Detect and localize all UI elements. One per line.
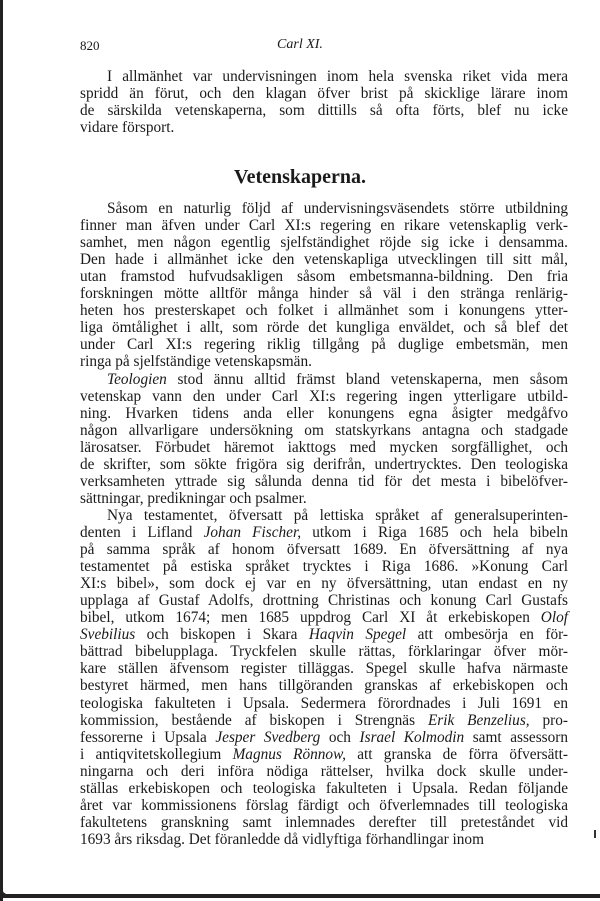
text-segment: vidare försport. bbox=[80, 119, 175, 137]
text-line bbox=[80, 831, 568, 848]
text-segment: pro- bbox=[529, 711, 568, 729]
text-segment: sättningar, predikningar och psalmer. bbox=[80, 489, 307, 507]
text-line bbox=[80, 251, 568, 268]
text-line bbox=[80, 712, 568, 729]
text-line bbox=[80, 200, 568, 217]
text-segment: ringa på sjelfständige vetenskapsmän. bbox=[80, 353, 312, 371]
text-segment: liga ömtålighet i allt, som rörde det kungliga enväldet, och så blef det bbox=[80, 319, 568, 337]
text-line bbox=[80, 660, 568, 677]
text-segment: ning. Hvarken tidens anda eller konungens egna åsigter medgåfvo bbox=[80, 404, 568, 422]
text-segment: stod ännu alltid främst bland vetenskaperna, men såsom bbox=[166, 370, 568, 388]
italic-name: Magnus Rönnow, bbox=[232, 745, 346, 763]
text-segment: under Carl XI:s regering riklig tillgång på duglige embetsmän, men bbox=[80, 336, 568, 354]
text-segment: finner man äfven under Carl XI:s regering en rikare vetenskaplig verk- bbox=[80, 217, 568, 235]
text-segment: att granska de förra öfversätt- bbox=[345, 745, 568, 763]
text-line bbox=[80, 575, 568, 592]
text-segment: året var kommissionens förslag färdigt och öfverlemnades till teologiska bbox=[80, 796, 568, 814]
text-line bbox=[80, 558, 568, 575]
italic-name: Israel Kolmodin bbox=[359, 728, 465, 746]
italic-name: Jesper Svedberg bbox=[215, 728, 321, 746]
text-segment: lärosatser. Förbudet häremot iakttogs med mycken sorgfällighet, och bbox=[80, 438, 568, 456]
text-line bbox=[80, 695, 568, 712]
running-title: Carl XI. bbox=[277, 37, 323, 52]
text-line bbox=[80, 302, 568, 319]
paragraph-intro bbox=[80, 68, 568, 136]
text-segment: Såsom en naturlig följd af undervisningsväsendets större utbildning bbox=[107, 200, 568, 217]
text-segment: utkom i Riga 1685 och hela bibeln bbox=[301, 524, 568, 542]
scan-edge-left bbox=[0, 0, 3, 901]
text-segment: ningarna och deri införa nödiga rättelser, hvilka dock skulle under- bbox=[80, 762, 568, 780]
text-segment: att ombesörja en för- bbox=[406, 626, 568, 644]
text-line bbox=[80, 541, 568, 558]
text-segment: samt assessorn bbox=[464, 728, 568, 746]
text-segment: på samma språk af honom öfversatt 1689. En öfversättning af nya bbox=[80, 541, 568, 559]
text-segment: spridd än förut, och den klagan öfver brist på skicklige lärare inom bbox=[80, 85, 568, 103]
text-line bbox=[80, 68, 568, 85]
text-line bbox=[80, 119, 568, 136]
text-line bbox=[80, 746, 568, 763]
text-segment: teologiska fakulteten i Upsala. Sedermera förordnades i Juli 1691 en bbox=[80, 694, 568, 712]
text-line bbox=[80, 490, 568, 507]
text-segment: Den hade i allmänhet icke den vetenskapliga utvecklingen till sitt mål, bbox=[80, 251, 568, 269]
text-line bbox=[80, 524, 568, 541]
text-segment: vetenskap vann den under Carl XI:s regering ingen ytterligare utbild- bbox=[80, 387, 568, 405]
text-line bbox=[80, 507, 568, 524]
text-line bbox=[80, 102, 568, 119]
text-line bbox=[80, 814, 568, 831]
text-segment: fessorerne i Upsala bbox=[80, 728, 216, 746]
text-line bbox=[80, 439, 568, 456]
text-line bbox=[80, 336, 568, 353]
text-segment: kare ställen äfvensom register tilläggas. Spegel skulle hafva närmaste bbox=[80, 660, 568, 678]
text-segment: de särskilda vetenskaperna, som dittills så ofta förts, blef nu icke bbox=[80, 102, 568, 120]
italic-name: Svebilius bbox=[80, 626, 136, 644]
text-segment: i antiqvitetskollegium bbox=[80, 745, 233, 763]
text-segment: heten hos presterskapet och folket i allmänhet som i konungens ytter- bbox=[80, 302, 568, 320]
text-segment: XI:s bibel», som dock ej var en ny öfversättning, utan endast en ny bbox=[80, 575, 568, 593]
text-line bbox=[80, 234, 568, 251]
paragraph-nya-testamentet bbox=[80, 507, 568, 848]
text-segment: och biskopen i Skara bbox=[135, 626, 309, 644]
italic-name: Olof bbox=[540, 609, 568, 627]
text-line bbox=[80, 797, 568, 814]
text-segment: kommission, bestående af biskopen i Strengnäs bbox=[80, 711, 428, 729]
text-line bbox=[80, 422, 568, 439]
scan-speck bbox=[594, 830, 596, 838]
text-line bbox=[80, 285, 568, 302]
text-segment: bättrad bibelupplaga. Tryckfelen skulle rättas, förklaringar öfver mör- bbox=[80, 643, 568, 661]
text-segment: Nya testamentet, öfversatt på lettiska språket af generalsuperinten- bbox=[107, 507, 568, 524]
text-line bbox=[80, 473, 568, 490]
text-segment: någon allvarligare undersökning om statskyrkans antagna och stadgade bbox=[80, 421, 568, 439]
text-segment: samhet, men någon egentlig sjelfständighet röjde sig icke i densamma. bbox=[80, 234, 568, 252]
text-segment: fakultetens granskning samt inlemnades derefter till preteståndet vid bbox=[80, 813, 568, 831]
text-line bbox=[80, 456, 568, 473]
text-line bbox=[80, 217, 568, 234]
page-number: 820 bbox=[80, 38, 100, 53]
italic-name: Haqvin Spegel bbox=[308, 626, 407, 644]
text-line bbox=[80, 85, 568, 102]
text-line bbox=[80, 371, 568, 388]
text-line bbox=[80, 405, 568, 422]
italic-name: Teologien bbox=[107, 370, 167, 388]
text-segment: testamentet på estiska språket trycktes i Riga 1686. »Konung Carl bbox=[80, 558, 568, 576]
paragraph-naturlig-foljd bbox=[80, 200, 568, 370]
text-segment: 1693 års riksdag. Det föranledde då vidlyftiga förhandlingar inom bbox=[80, 830, 484, 848]
scan-edge-bottom bbox=[0, 894, 600, 898]
text-line bbox=[80, 268, 568, 285]
text-segment: bestyret härmed, men hans tillgöranden granskas af erkebiskopen och bbox=[80, 677, 568, 695]
paragraph-teologien bbox=[80, 371, 568, 507]
text-line bbox=[80, 626, 568, 643]
text-segment: bibel, utkom 1674; men 1685 uppdrog Carl XI åt erkebiskopen bbox=[80, 609, 541, 627]
text-line bbox=[80, 729, 568, 746]
text-line bbox=[80, 677, 568, 694]
text-segment: ställas erkebiskopen och teologiska fakulteten i Upsala. Redan följande bbox=[80, 779, 568, 797]
text-segment: och bbox=[320, 728, 360, 746]
text-segment: I allmänhet var undervisningen inom hela svenska riket vida mera bbox=[107, 68, 568, 85]
text-line bbox=[80, 609, 568, 626]
text-line bbox=[80, 780, 568, 797]
section-heading: Vetenskaperna. bbox=[233, 166, 367, 188]
text-segment: utan framstod hufvudsakligen såsom embetsmanna-bildning. Den fria bbox=[80, 268, 568, 286]
text-segment: denten i Lifland bbox=[80, 524, 204, 542]
text-segment: upplaga af Gustaf Adolfs, drottning Christinas och konung Carl Gustafs bbox=[80, 592, 568, 610]
text-segment: verksamheten yttrade sig sålunda denna tid för det mesta i bibelöfver- bbox=[80, 472, 568, 490]
text-line bbox=[80, 353, 568, 370]
text-line bbox=[80, 643, 568, 660]
text-line bbox=[80, 763, 568, 780]
text-line bbox=[80, 388, 568, 405]
text-line bbox=[80, 592, 568, 609]
text-line bbox=[80, 319, 568, 336]
text-segment: de skrifter, som sökte frigöra sig derifrån, undertrycktes. Den teologiska bbox=[80, 455, 568, 473]
italic-name: Erik Benzelius, bbox=[427, 711, 530, 729]
italic-name: Johan Fischer, bbox=[203, 524, 302, 542]
text-segment: forskningen mötte alltför många hinder så väl i den stränga renlärig- bbox=[80, 285, 568, 303]
